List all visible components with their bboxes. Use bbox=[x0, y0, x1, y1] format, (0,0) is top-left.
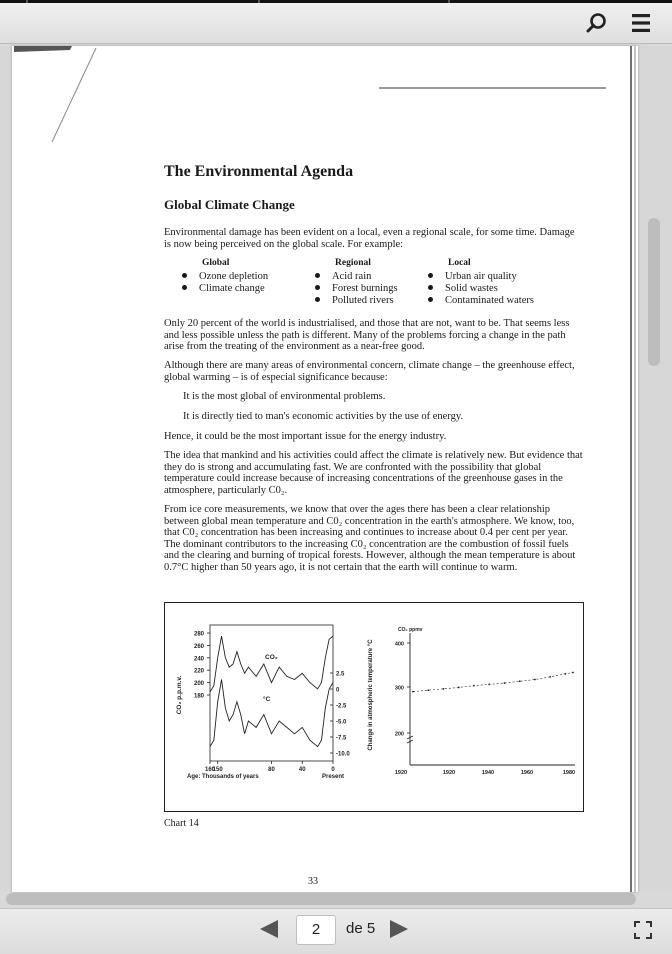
document-page bbox=[12, 46, 638, 892]
paragraph-hence: Hence, it could be the most important issue for the energy industry. bbox=[164, 431, 447, 442]
co2-data-point bbox=[519, 680, 521, 682]
x-tick-label: 150 bbox=[212, 767, 223, 773]
x-tick-label: 0 bbox=[331, 767, 335, 773]
list-item: Climate change bbox=[182, 283, 265, 295]
left-plot-border bbox=[210, 625, 333, 761]
left-tick-label: 240 bbox=[193, 656, 204, 663]
year-tick-label: 1940 bbox=[481, 770, 495, 776]
page-number: 33 bbox=[308, 876, 318, 887]
document-title: The Environmental Agenda bbox=[164, 163, 354, 180]
co2-tick-label: 400 bbox=[394, 641, 404, 648]
co2-trend-line bbox=[413, 672, 573, 691]
list-item: Contaminated waters bbox=[428, 295, 534, 307]
left-tick-label: 180 bbox=[193, 693, 204, 700]
reason-item: It is the most global of environmental problems. bbox=[183, 391, 386, 402]
column-heading-regional: Regional bbox=[335, 258, 371, 268]
reason-item: It is directly tied to man's economic activities by the use of energy. bbox=[183, 411, 464, 422]
series-label-temperature: °C bbox=[263, 696, 271, 703]
chart-frame bbox=[164, 602, 584, 812]
co2-axis-label: CO₂ ppmv bbox=[398, 627, 423, 633]
intro-paragraph: Environmental damage has been evident on a local, even a regional scale, for some time. Damage is now being perceived on the global scale. For example: bbox=[164, 227, 575, 250]
list-item: Ozone depletion bbox=[182, 271, 268, 283]
triangle-right-icon[interactable] bbox=[388, 918, 410, 940]
series-label-co2: CO₂ bbox=[265, 654, 278, 661]
right-tick-label: 0 bbox=[336, 687, 340, 694]
right-tick-label: -5.0 bbox=[336, 719, 347, 726]
right-tick-label: 2.5 bbox=[336, 671, 345, 678]
year-tick-label: 1960 bbox=[520, 770, 534, 776]
search-icon[interactable] bbox=[584, 10, 610, 36]
x-end-label: Present bbox=[321, 774, 345, 780]
series-line-co2 bbox=[210, 636, 333, 692]
chart-caption: Chart 14 bbox=[164, 818, 199, 829]
page-count-label: de 5 bbox=[346, 920, 376, 937]
paragraph-industrialised: Only 20 percent of the world is industrialised, and those that are not, want to be. That seems less and less possible unless the path is different. Many of the problems forcing a change in the path arise from the treating of the environment as a near-free good. bbox=[164, 318, 570, 352]
series-line-temperature bbox=[210, 679, 333, 746]
list-item: Urban air quality bbox=[428, 271, 517, 283]
vertical-scrollbar[interactable] bbox=[648, 218, 660, 366]
section-heading: Global Climate Change bbox=[164, 197, 295, 212]
co2-tick-label: 300 bbox=[394, 685, 404, 692]
right-tick-label: -2.5 bbox=[336, 703, 347, 710]
triangle-left-icon[interactable] bbox=[258, 918, 280, 940]
column-heading-local: Local bbox=[448, 258, 471, 268]
fullscreen-icon[interactable] bbox=[634, 921, 652, 939]
x-tick-label: 160 bbox=[204, 767, 216, 773]
paragraph-idea: The idea that mankind and his activities could affect the climate is relatively new. But evidence that they do is strong and accumulating fast. We are confronted with the possibility that global temperature could increase because of increasing concentrations of the greenhouse gases in the atmosphere, particularly C0₂. bbox=[164, 450, 583, 496]
right-tick-label: -7.5 bbox=[336, 735, 347, 742]
x-tick-label: 80 bbox=[268, 767, 275, 773]
left-tick-label: 200 bbox=[193, 681, 204, 688]
left-tick-label: 280 bbox=[193, 631, 204, 638]
right-tick-label: -10.0 bbox=[336, 751, 350, 758]
left-axis-label: CO₂ p.p.m.v. bbox=[176, 675, 183, 715]
hamburger-menu-icon[interactable] bbox=[628, 10, 654, 36]
left-tick-label: 220 bbox=[193, 668, 204, 675]
list-item: Solid wastes bbox=[428, 283, 498, 295]
page-navigation-bar bbox=[0, 908, 672, 954]
document-viewport[interactable] bbox=[0, 44, 672, 892]
column-heading-global: Global bbox=[202, 258, 230, 268]
year-tick-label: 1920 bbox=[442, 770, 456, 776]
co2-tick-label: 200 bbox=[394, 731, 404, 738]
list-item: Acid rain bbox=[315, 271, 371, 283]
list-item: Polluted rivers bbox=[315, 295, 394, 307]
chart-area bbox=[165, 603, 583, 811]
paragraph-icecore: From ice core measurements, we know that over the ages there has been a clear relationship between global mean temperature and C0₂ concentration in the earth's atmosphere. We know, too, that C0₂ concentration has been increasing and continues to increase about 0.4 per cent per year. The dominant contributors to the increasing C0₂ concentration are the combustion of fossil fuels and the clearing and burning of tropical forests. However, although the mean temperature is about 0.7°C higher than 50 years ago, it is not certain that the earth will continue to warm. bbox=[164, 504, 576, 573]
year-tick-label: 1980 bbox=[562, 770, 576, 776]
paragraph-although: Although there are many areas of environmental concern, climate change – the greenhouse effect, global warming – is of especial significance because: bbox=[164, 360, 575, 383]
left-tick-label: 260 bbox=[193, 643, 204, 650]
list-item: Forest burnings bbox=[315, 283, 398, 295]
co2-data-point bbox=[427, 689, 429, 691]
year-tick-label: 1920 bbox=[394, 770, 408, 776]
viewer-toolbar bbox=[0, 3, 672, 44]
page-number-input[interactable]: 2 bbox=[296, 915, 336, 945]
x-tick-label: 40 bbox=[298, 767, 306, 773]
x-axis-label: Age: Thousands of years bbox=[187, 774, 259, 780]
horizontal-scrollbar[interactable] bbox=[6, 893, 636, 905]
right-axis-label: Change in atmospheric temperature °C bbox=[368, 639, 374, 751]
